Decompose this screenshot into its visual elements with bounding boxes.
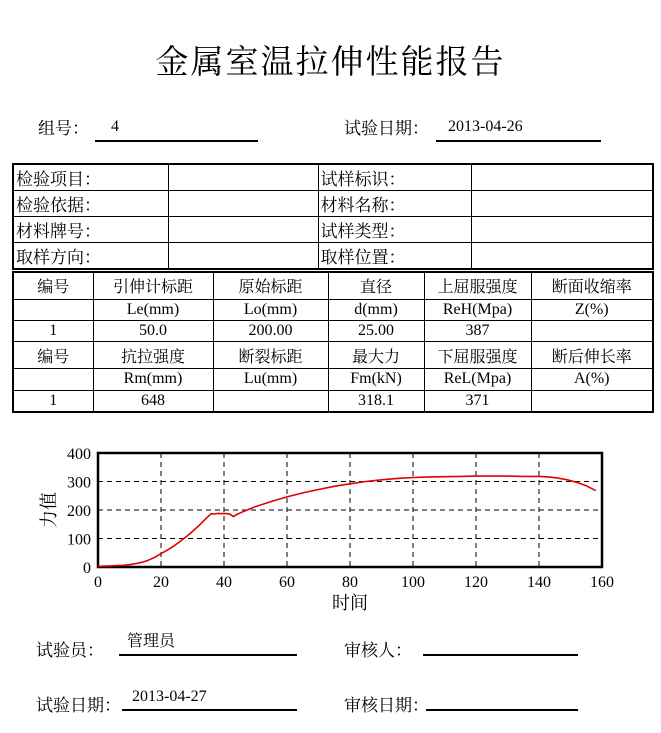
x-tick-label: 100 xyxy=(401,574,425,591)
results-cell: 编号 xyxy=(13,342,93,369)
results-units-row xyxy=(13,299,653,320)
results-cell: Z(%) xyxy=(531,299,653,320)
report-title: 金属室温拉伸性能报告 xyxy=(155,45,506,81)
info-value-cell xyxy=(471,164,653,191)
group-no-field xyxy=(95,116,258,142)
results-cell: 最大力 xyxy=(328,342,424,369)
reviewer-label: 审核人： xyxy=(344,641,412,660)
info-value-cell xyxy=(471,243,653,270)
info-value-cell xyxy=(168,217,318,243)
results-cell: Rm(mm) xyxy=(93,369,213,390)
force-curve xyxy=(98,476,596,566)
results-cell xyxy=(13,299,93,320)
results-cell: 引伸计标距 xyxy=(93,272,213,299)
info-label-cell: 试样类型： xyxy=(318,217,471,243)
info-label-cell: 试样标识： xyxy=(318,164,471,191)
results-cell: 50.0 xyxy=(93,321,213,342)
x-tick-label: 160 xyxy=(590,574,614,591)
info-value-cell xyxy=(168,191,318,217)
info-label-cell: 检验依据： xyxy=(13,191,168,217)
test-date-2-value: 2013-04-27 xyxy=(132,688,207,705)
results-cell: 1 xyxy=(13,321,93,342)
results-cell: 648 xyxy=(93,390,213,412)
info-label-cell: 取样位置： xyxy=(318,243,471,270)
results-cell: 直径 xyxy=(328,272,424,299)
info-label-cell: 检验项目： xyxy=(13,164,168,191)
results-cell: Le(mm) xyxy=(93,299,213,320)
info-label-cell: 取样方向： xyxy=(13,243,168,270)
results-data-row xyxy=(13,321,653,342)
results-cell: Fm(kN) xyxy=(328,369,424,390)
info-value-cell xyxy=(471,191,653,217)
info-row xyxy=(13,243,653,270)
tester-value: 管理员 xyxy=(127,633,176,650)
results-cell: 上屈服强度 xyxy=(424,272,531,299)
results-cell xyxy=(531,390,653,412)
x-tick-label: 80 xyxy=(342,574,358,591)
results-cell: Lo(mm) xyxy=(213,299,328,320)
test-date-field xyxy=(436,116,601,142)
results-cell: 25.00 xyxy=(328,321,424,342)
y-tick-label: 200 xyxy=(67,503,91,520)
x-axis-label: 时间 xyxy=(332,593,368,613)
results-cell: 318.1 xyxy=(328,390,424,412)
info-value-cell xyxy=(168,164,318,191)
results-header-row xyxy=(13,342,653,369)
review-date-label: 审核日期： xyxy=(344,696,429,715)
results-cell: ReL(Mpa) xyxy=(424,369,531,390)
results-cell: 下屈服强度 xyxy=(424,342,531,369)
x-tick-label: 120 xyxy=(464,574,488,591)
force-time-chart xyxy=(0,441,661,616)
group-no-label: 组号： xyxy=(38,119,89,138)
sample-info-table xyxy=(12,163,654,270)
results-cell: A(%) xyxy=(531,369,653,390)
y-tick-label: 300 xyxy=(67,474,91,492)
results-cell: 编号 xyxy=(13,272,93,299)
results-cell: 1 xyxy=(13,390,93,412)
results-cell: 387 xyxy=(424,321,531,342)
y-axis-label: 力值 xyxy=(39,492,59,528)
results-cell: ReH(Mpa) xyxy=(424,299,531,320)
results-cell: 原始标距 xyxy=(213,272,328,299)
test-date-2-field xyxy=(122,687,297,711)
results-header-row xyxy=(13,272,653,299)
results-cell: Lu(mm) xyxy=(213,369,328,390)
info-value-cell xyxy=(471,217,653,243)
results-cell: d(mm) xyxy=(328,299,424,320)
results-cell: 断后伸长率 xyxy=(531,342,653,369)
x-tick-label: 40 xyxy=(216,574,232,591)
results-cell: 371 xyxy=(424,390,531,412)
force-time-chart-svg xyxy=(0,441,661,616)
test-date-label: 试验日期： xyxy=(344,119,429,138)
test-date-2-label: 试验日期： xyxy=(36,696,121,715)
info-row xyxy=(13,217,653,243)
tester-field xyxy=(119,632,297,656)
tester-label: 试验员： xyxy=(36,641,104,660)
results-cell: 抗拉强度 xyxy=(93,342,213,369)
results-units-row xyxy=(13,369,653,390)
results-cell xyxy=(531,321,653,342)
review-date-field xyxy=(426,687,578,711)
x-tick-label: 60 xyxy=(279,574,295,591)
reviewer-field xyxy=(423,632,578,656)
info-row xyxy=(13,164,653,191)
results-data-row xyxy=(13,390,653,412)
x-tick-label: 0 xyxy=(94,574,102,591)
results-cell: 断面收缩率 xyxy=(531,272,653,299)
results-cell: 断裂标距 xyxy=(213,342,328,369)
x-tick-label: 20 xyxy=(153,574,169,591)
info-label-cell: 材料牌号： xyxy=(13,217,168,243)
results-cell: 200.00 xyxy=(213,321,328,342)
test-date-value: 2013-04-26 xyxy=(448,118,523,135)
results-table xyxy=(12,271,654,413)
y-tick-label: 100 xyxy=(67,531,91,549)
info-label-cell: 材料名称： xyxy=(318,191,471,217)
results-cell xyxy=(13,369,93,390)
info-value-cell xyxy=(168,243,318,270)
info-row xyxy=(13,191,653,217)
results-cell xyxy=(213,390,328,412)
y-tick-label: 400 xyxy=(67,446,91,463)
group-no-value: 4 xyxy=(111,118,119,135)
y-tick-label: 0 xyxy=(83,560,91,577)
x-tick-label: 140 xyxy=(527,574,551,591)
